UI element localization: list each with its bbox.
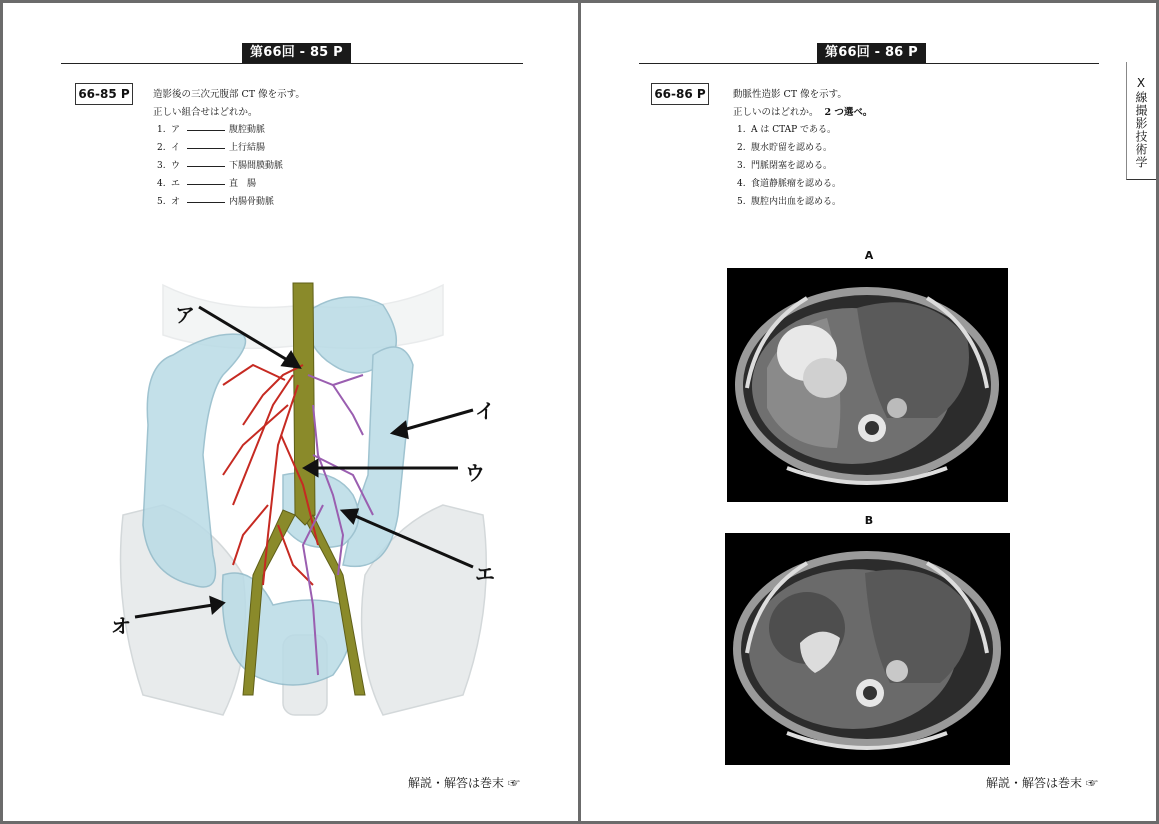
question-instruction [733, 107, 872, 119]
choice-number: 2. [157, 143, 166, 153]
figure-label-a: ア [175, 303, 195, 327]
choice-item[interactable] [737, 193, 841, 211]
image-a-label: A [864, 249, 874, 262]
choice-number: 4. [157, 179, 166, 189]
choice-dash [187, 148, 225, 149]
ct-3d-illustration [103, 275, 503, 735]
choice-number: 3. [737, 161, 746, 171]
choice-item[interactable] [157, 157, 283, 175]
choice-dash [187, 184, 225, 185]
choice-key: ア [171, 125, 181, 135]
choice-list [157, 121, 283, 211]
choice-number: 5. [737, 197, 746, 207]
figure-label-i: イ [475, 399, 495, 423]
question-text: 動脈性造影 CT 像を示す。 [733, 89, 847, 100]
question-instruction: 正しい組合せはどれか。 [153, 107, 258, 118]
figure-label-e: エ [475, 562, 495, 586]
choice-answer: A は CTAP である。 [751, 125, 837, 135]
choice-list [737, 121, 841, 211]
choice-key: エ [171, 179, 181, 189]
choice-item[interactable] [737, 121, 841, 139]
choice-item[interactable] [737, 175, 841, 193]
choice-item[interactable] [157, 193, 283, 211]
choice-key: オ [171, 197, 181, 207]
choice-answer: 下腸間膜動脈 [229, 161, 284, 171]
left-page [3, 3, 578, 821]
choice-number: 4. [737, 179, 746, 189]
question-instruction-plain: 正しいのはどれか。 [733, 107, 819, 118]
choice-answer: 腹水貯留を認める。 [751, 143, 833, 153]
section-tab-label: X線撮影技術学 [1134, 76, 1148, 169]
choice-answer: 食道静脈瘤を認める。 [751, 179, 842, 189]
ct-image-b [725, 533, 1010, 765]
choice-key: イ [171, 143, 181, 153]
choice-answer: 腹腔内出血を認める。 [751, 197, 842, 207]
ct-3d-figure [103, 275, 503, 735]
choice-item[interactable] [737, 157, 841, 175]
choice-answer: 腹腔動脈 [229, 125, 266, 135]
choice-key: ウ [171, 161, 181, 171]
question-number: 66-86 P [651, 83, 709, 105]
right-page [581, 3, 1156, 821]
ct-scan-b [725, 533, 1010, 765]
figure-label-u: ウ [465, 461, 485, 485]
choice-item[interactable] [157, 121, 283, 139]
question-text: 造影後の三次元腹部 CT 像を示す。 [153, 89, 305, 100]
question-instruction-bold: 2 つ選べ。 [824, 107, 873, 118]
question-number: 66-85 P [75, 83, 133, 105]
page-header: 第66回 - 85 P [242, 43, 351, 63]
ct-scan-a [727, 268, 1008, 502]
header-rule [61, 63, 523, 64]
choice-dash [187, 202, 225, 203]
choice-dash [187, 130, 225, 131]
choice-number: 2. [737, 143, 746, 153]
choice-number: 5. [157, 197, 166, 207]
answer-reference: 解説・解答は巻末 ☞ [986, 776, 1098, 790]
choice-item[interactable] [157, 139, 283, 157]
choice-number: 1. [157, 125, 166, 135]
choice-dash [187, 166, 225, 167]
choice-answer: 門脈閉塞を認める。 [751, 161, 833, 171]
page-header: 第66回 - 86 P [817, 43, 926, 63]
choice-answer: 上行結腸 [229, 143, 266, 153]
choice-number: 1. [737, 125, 746, 135]
choice-item[interactable] [157, 175, 283, 193]
choice-number: 3. [157, 161, 166, 171]
figure-label-o: オ [111, 614, 131, 638]
choice-item[interactable] [737, 139, 841, 157]
choice-answer: 内腸骨動脈 [229, 197, 275, 207]
header-rule [639, 63, 1099, 64]
section-tab [1126, 62, 1156, 180]
answer-reference: 解説・解答は巻末 ☞ [408, 776, 520, 790]
ct-image-a [727, 268, 1008, 502]
choice-answer: 直 腸 [229, 179, 257, 189]
image-b-label: B [864, 514, 874, 527]
